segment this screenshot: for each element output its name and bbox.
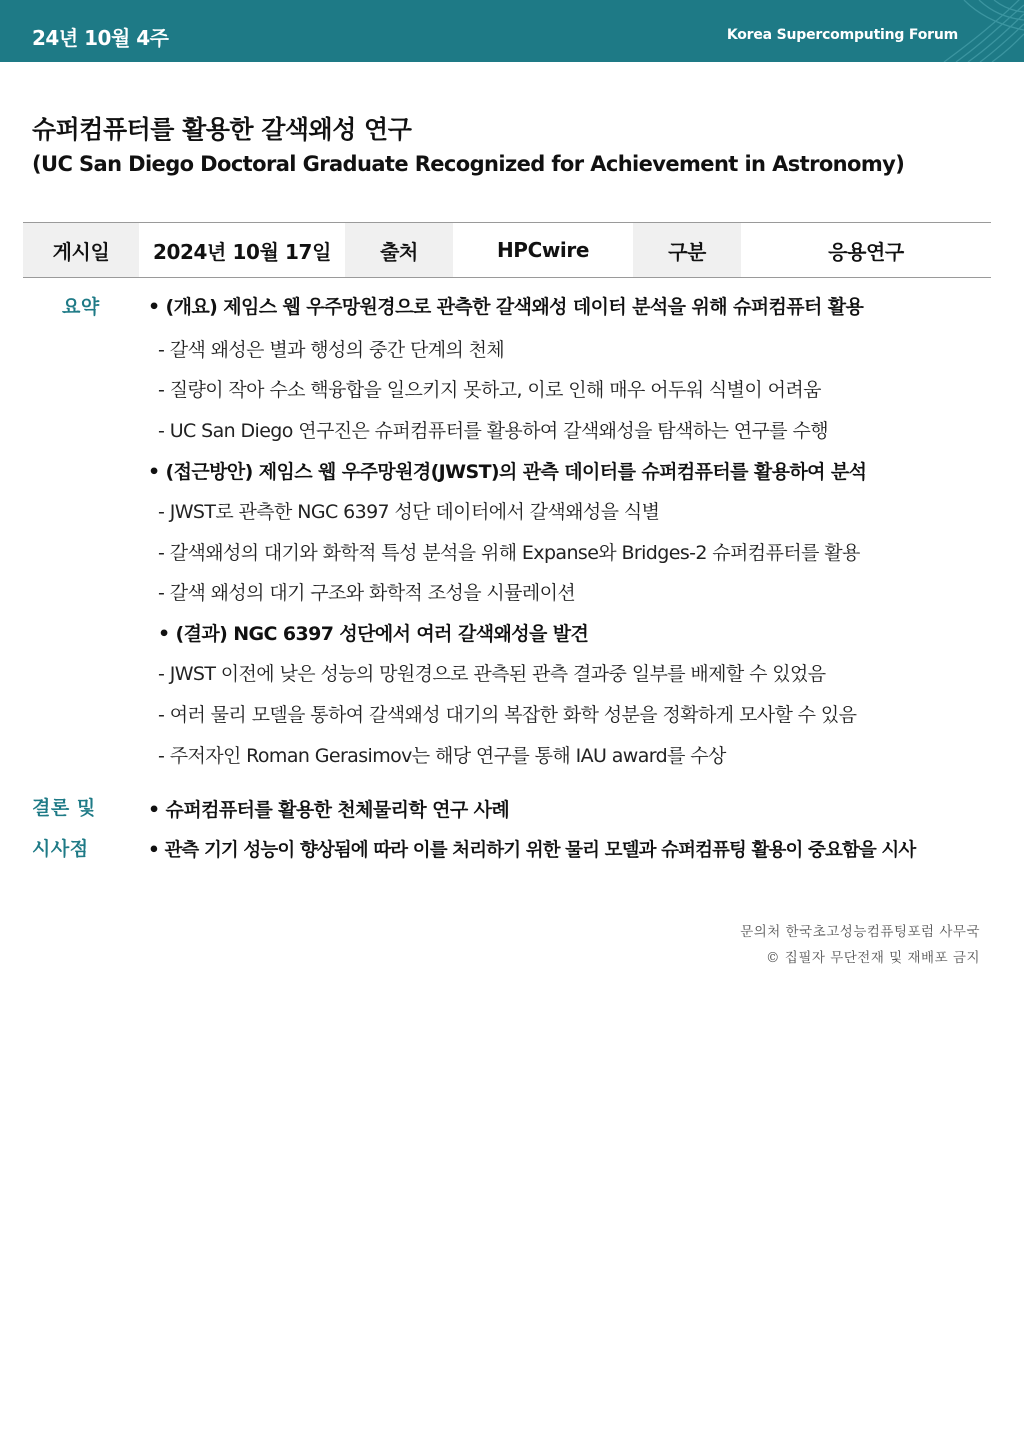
summary-subitem: - 갈색 왜성은 별과 행성의 중간 단계의 천체: [158, 339, 505, 361]
conclusion-label-line2: 시사점: [32, 838, 89, 860]
issue-week: 24년 10월 4주: [32, 26, 169, 50]
source-value: HPCwire: [453, 223, 633, 277]
posted-date-value: 2024년 10월 17일: [139, 223, 345, 277]
summary-subitem: - 주저자인 Roman Gerasimov는 해당 연구를 통해 IAU award를 수상: [158, 745, 726, 767]
meta-table: [23, 222, 991, 278]
title-english: (UC San Diego Doctoral Graduate Recognized for Achievement in Astronomy): [32, 152, 905, 176]
conclusion-bullet: • 슈퍼컴퓨터를 활용한 천체물리학 연구 사례: [148, 799, 510, 821]
summary-subitem: - JWST로 관측한 NGC 6397 성단 데이터에서 갈색왜성을 식별: [158, 501, 660, 523]
summary-bullet: • (결과) NGC 6397 성단에서 여러 갈색왜성을 발견: [158, 623, 589, 645]
summary-subitem: - 갈색 왜성의 대기 구조와 화학적 조성을 시뮬레이션: [158, 582, 576, 604]
summary-subitem: - 갈색왜성의 대기와 화학적 특성 분석을 위해 Expanse와 Bridges-2 슈퍼컴퓨터를 활용: [158, 542, 860, 564]
summary-subitem: - UC San Diego 연구진은 슈퍼컴퓨터를 활용하여 갈색왜성을 탐색하는 연구를 수행: [158, 420, 828, 442]
conclusion-bullet: • 관측 기기 성능이 향상됨에 따라 이를 처리하기 위한 물리 모델과 슈퍼컴퓨팅 활용이 중요함을 시사: [148, 840, 916, 861]
page-header: [0, 0, 1024, 62]
footer-copyright: © 집필자 무단전재 및 재배포 금지: [766, 950, 980, 966]
category-label: 구분: [633, 223, 741, 277]
summary-subitem: - JWST 이전에 낮은 성능의 망원경으로 관측된 관측 결과중 일부를 배제할 수 있었음: [158, 663, 826, 685]
footer-contact: 문의처 한국초고성능컴퓨팅포럼 사무국: [740, 924, 980, 940]
summary-bullet: • (개요) 제임스 웹 우주망원경으로 관측한 갈색왜성 데이터 분석을 위해 슈퍼컴퓨터 활용: [148, 296, 864, 318]
category-value: 응용연구: [741, 223, 991, 277]
source-label: 출처: [345, 223, 453, 277]
summary-bullet: • (접근방안) 제임스 웹 우주망원경(JWST)의 관측 데이터를 슈퍼컴퓨터를 활용하여 분석: [148, 461, 867, 483]
forum-name: Korea Supercomputing Forum: [726, 27, 958, 43]
summary-subitem: - 여러 물리 모델을 통하여 갈색왜성 대기의 복잡한 화학 성분을 정확하게 모사할 수 있음: [158, 704, 857, 726]
header-wave-decoration-icon: [904, 0, 1024, 62]
title-korean: 슈퍼컴퓨터를 활용한 갈색왜성 연구: [32, 115, 412, 144]
conclusion-label-line1: 결론 및: [32, 797, 96, 819]
summary-subitem: - 질량이 작아 수소 핵융합을 일으키지 못하고, 이로 인해 매우 어두워 식별이 어려움: [158, 379, 821, 401]
posted-date-label: 게시일: [23, 223, 139, 277]
summary-label: 요약: [62, 296, 100, 318]
